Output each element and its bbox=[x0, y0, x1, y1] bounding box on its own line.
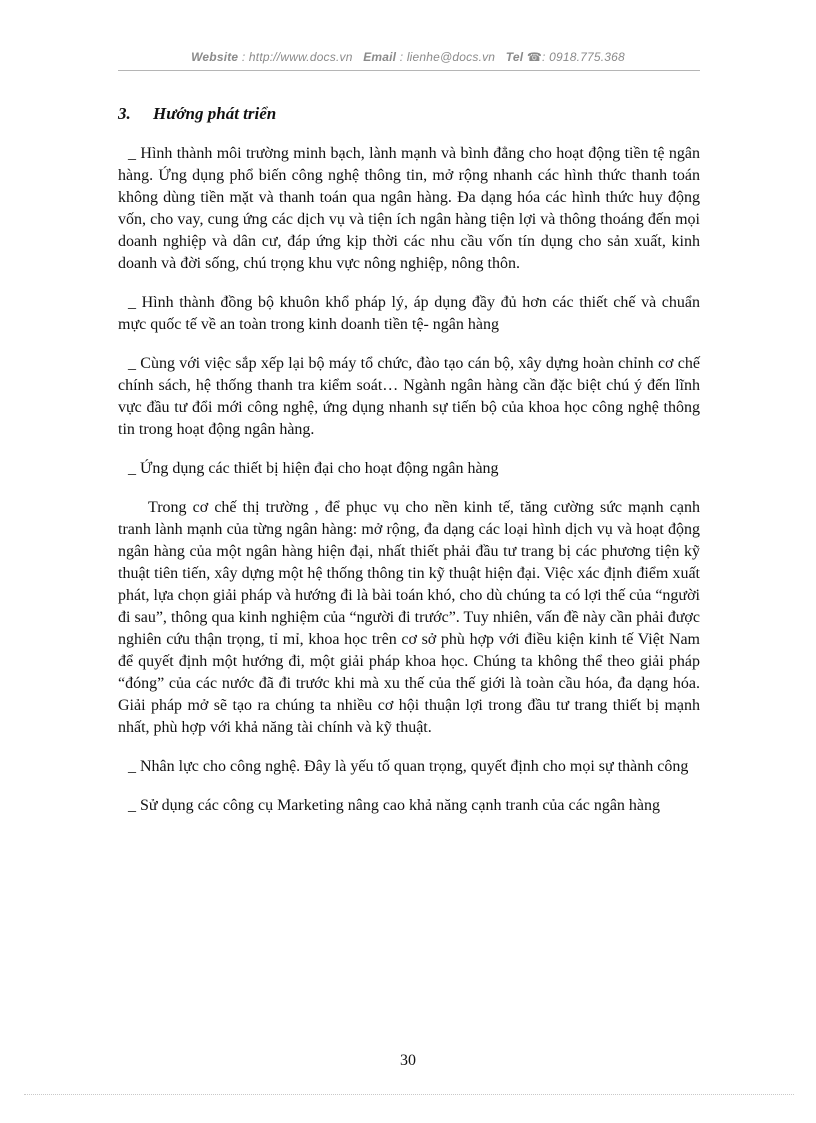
section-heading bbox=[118, 103, 700, 125]
website-label: Website bbox=[191, 50, 239, 64]
website-value: : http://www.docs.vn bbox=[241, 50, 353, 64]
tel-value: : 0918.775.368 bbox=[542, 50, 625, 64]
document-body bbox=[118, 103, 700, 817]
section-title: Hướng phát triển bbox=[153, 104, 277, 123]
page-number: 30 bbox=[400, 1052, 416, 1069]
header-divider bbox=[118, 70, 700, 71]
page-header bbox=[118, 50, 698, 64]
email-label: Email bbox=[363, 50, 397, 64]
paragraph-bullet-2: _ Hình thành đồng bộ khuôn khổ pháp lý, áp dụng đầy đủ hơn các thiết chế và chuẩn mực quốc tế về an toàn trong kinh doanh tiền tệ- ngân hàng bbox=[118, 294, 700, 333]
paragraph-bullet-3: _ Cùng với việc sắp xếp lại bộ máy tổ chức, đào tạo cán bộ, xây dựng hoàn chỉnh cơ chế chính sách, hệ thống thanh tra kiểm soát… Ngành ngân hàng cần đặc biệt chú ý đến lĩnh vực đầu tư đổi mới công nghệ, ứng dụng nhanh sự tiến bộ của khoa học công nghệ thông tin trong hoạt động ngân hàng. bbox=[118, 355, 700, 438]
phone-icon: ☎ bbox=[526, 50, 542, 64]
paragraph-bullet-1: _ Hình thành môi trường minh bạch, lành mạnh và bình đẳng cho hoạt động tiền tệ ngân hàng. Ứng dụng phổ biến công nghệ thông tin, mở rộng nhanh các hình thức thanh toán không dùng tiền mặt và thanh toán qua ngân hàng. Đa dạng hóa các hình thức huy động vốn, cho vay, cung ứng các dịch vụ và tiện ích ngân hàng tiện lợi và thông thoáng đến mọi doanh nghiệp và dân cư, đáp ứng kịp thời các nhu cầu vốn tín dụng cho sản xuất, kinh doanh và đời sống, chú trọng khu vực nông nghiệp, nông thôn. bbox=[118, 145, 700, 272]
paragraph-body: Trong cơ chế thị trường , để phục vụ cho nền kinh tế, tăng cường sức mạnh cạnh tranh lành mạnh của từng ngân hàng: mở rộng, đa dạng các loại hình dịch vụ và hoạt động ngân hàng của một ngân hàng hiện đại, nhất thiết phải đầu tư trang bị các phương tiện kỹ thuật tiên tiến, xây dựng một hệ thống thông tin kỹ thuật hiện đại. Việc xác định điểm xuất phát, lựa chọn giải pháp và hướng đi là bài toán khó, cho dù chúng ta có lợi thế của “người đi sau”, thông qua kinh nghiệm của “người đi trước”. Tuy nhiên, vấn đề này cần phải được nghiên cứu thận trọng, tỉ mỉ, khoa học trên cơ sở phù hợp với điều kiện kinh tế Việt Nam để quyết định một hướng đi, một giải pháp khoa học. Chúng ta không thể theo giải pháp “đóng” của các nước đã đi trước khi mà xu thế của thế giới là toàn cầu hóa, đa dạng hóa. Giải pháp mở sẽ tạo ra chúng ta nhiều cơ hội thuận lợi trong đầu tư trang thiết bị mạnh nhất, phù hợp với khả năng tài chính và kỹ thuật. bbox=[118, 499, 700, 736]
paragraph-bullet-4: _ Ứng dụng các thiết bị hiện đại cho hoạt động ngân hàng bbox=[128, 460, 499, 477]
section-number: 3. bbox=[118, 104, 131, 123]
email-value: : lienhe@docs.vn bbox=[399, 50, 496, 64]
footer-divider bbox=[24, 1094, 794, 1095]
paragraph-bullet-5: _ Nhân lực cho công nghệ. Đây là yếu tố quan trọng, quyết định cho mọi sự thành công bbox=[128, 758, 689, 775]
tel-label: Tel bbox=[505, 50, 524, 64]
paragraph-bullet-6: _ Sử dụng các công cụ Marketing nâng cao khả năng cạnh tranh của các ngân hàng bbox=[128, 797, 661, 814]
